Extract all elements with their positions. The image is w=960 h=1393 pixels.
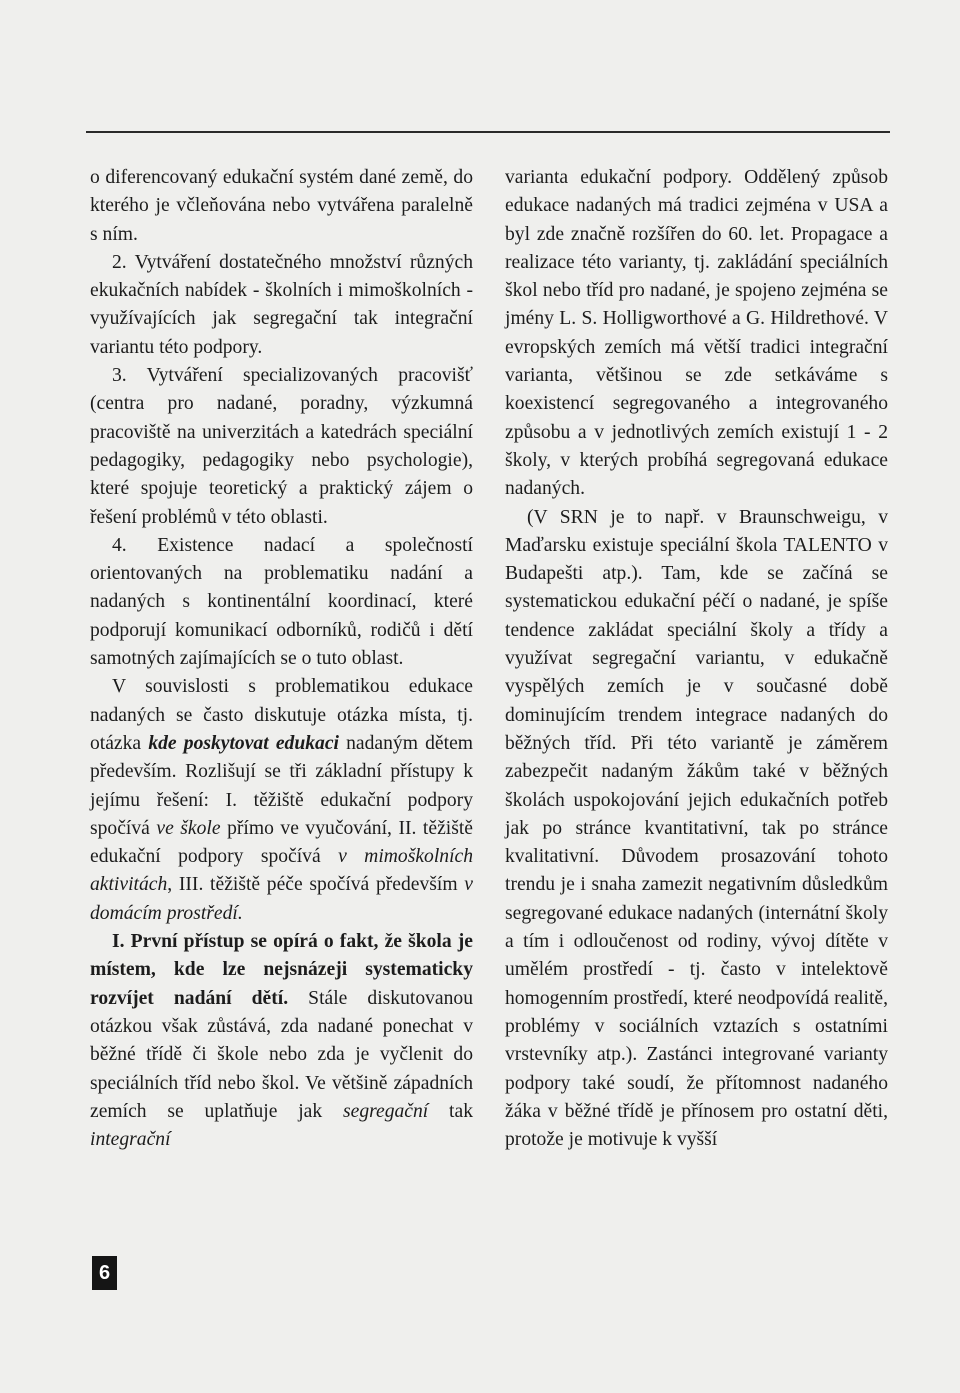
text-run: , III. těžiště péče spočívá především bbox=[167, 874, 465, 896]
paragraph bbox=[90, 673, 473, 928]
paragraph: varianta edukační podpory. Oddělený způsob edukace nadaných má tradici zejména v USA a byl zde značně rozšířen do 60. let. Propagace a realizace této varianty, tj. zakládání speciálních škol nebo tříd pro nadané, je spojeno zejména se jmény L. S. Holligworthové a G. Hildrethové. V evropských zemích má větší tradici integrační varianta, většinou se zde setkáváme s koexistencí segregovaného a integrovaného způsobu a v jednotlivých zemích existují 1 - 2 školy, v kterých probíhá segregovaná edukace nadaných. bbox=[505, 167, 888, 500]
text-run: přímo ve vyučování, II. těžiště edukační podpory spočívá bbox=[90, 817, 473, 868]
right-column bbox=[505, 164, 888, 1154]
emphasis-text: v mimoškolních aktivitách bbox=[90, 846, 474, 896]
left-column bbox=[90, 164, 473, 1154]
emphasis-text: kde poskytovat edukaci bbox=[148, 732, 339, 754]
text-run: nadaným dětem především. Rozlišují se tři základní přístupy k jejímu řešení: I. těžiště edukační podpory spočívá bbox=[90, 732, 474, 839]
text-run: V souvislosti s problematikou edukace nadaných se často diskutuje otázka místa, tj. otázka bbox=[90, 676, 473, 754]
header-rule bbox=[86, 131, 890, 133]
text-run: tak bbox=[428, 1100, 473, 1122]
bold-statement: I. První přístup se opírá o fakt, že škola je místem, kde lze nejsnázeji systematicky rozvíjet nadání dětí. bbox=[90, 931, 473, 1009]
page-number-badge: 6 bbox=[92, 1256, 117, 1290]
paragraph bbox=[90, 928, 473, 1154]
paragraph: (V SRN je to např. v Braunschweigu, v Maďarsku existuje speciální škola TALENTO v Budapešti atp.). Tam, kde se začíná se systematickou edukační péčí o nadané, je spíše tendence zakládat speciální školy a třídy a využívat segregační variantu, v edukačně vyspělých zemích je v současné době dominujícím trendem integrace nadaných do běžných tříd. Při této variantě je záměrem zabezpečit nadaným žákům také v běžných školách uspokojování jejich edukačních potřeb jak po stránce kvantitativní, tak po stránce kvalitativní. Důvodem prosazování tohoto trendu je i snaha zamezit negativním důsledkům segregované edukace nadaných (internátní školy a tím i odloučenost od rodiny, vývoj dítěte v umělém prostředí - tj. často v intelektově homogenním prostředí, které neodpovídá realitě, problémy v sociálních vztazích s ostatními vrstevníky atp.). Zastánci integrované varianty podpory také soudí, že přítomnost nadaného žáka v běžné třídě je přínosem pro ostatní děti, protože je motivuje k vyšší bbox=[505, 506, 888, 1151]
text-run: Stále diskutovanou otázkou však zůstává, zda nadané ponechat v běžné třídě či škole nebo zda je vyčlenit do speciálních tříd nebo škol. Ve většině západních zemích se uplatňuje jak bbox=[90, 987, 473, 1122]
emphasis-text: v domácím prostředí. bbox=[90, 874, 473, 924]
paragraph: o diferencovaný edukační systém dané země, do kterého je včleňována nebo vytvářena paralelně s ním. bbox=[90, 167, 473, 245]
emphasis-text: segregační bbox=[343, 1100, 429, 1122]
paragraph: 4. Existence nadací a společností orientovaných na problematiku nadání a nadaných s kontinentální koordinací, které podporují komunikací odborníků, rodičů i dětí samotných zajímajících se o tuto oblast. bbox=[90, 534, 473, 670]
emphasis-text: ve škole bbox=[156, 817, 221, 839]
paragraph: 2. Vytváření dostatečného množství různých ekukačních nabídek - školních i mimoškolních - využívajících jak segregační tak integrační variantu této podpory. bbox=[90, 251, 473, 358]
emphasis-text: integrační bbox=[90, 1129, 171, 1151]
paragraph: 3. Vytváření specializovaných pracovišť (centra pro nadané, poradny, výzkumná pracoviště na univerzitách a katedrách speciální pedagogiky, pedagogiky nebo psychologie), které spojuje teoretický a praktický zájem o řešení problémů v této oblasti. bbox=[90, 365, 473, 528]
